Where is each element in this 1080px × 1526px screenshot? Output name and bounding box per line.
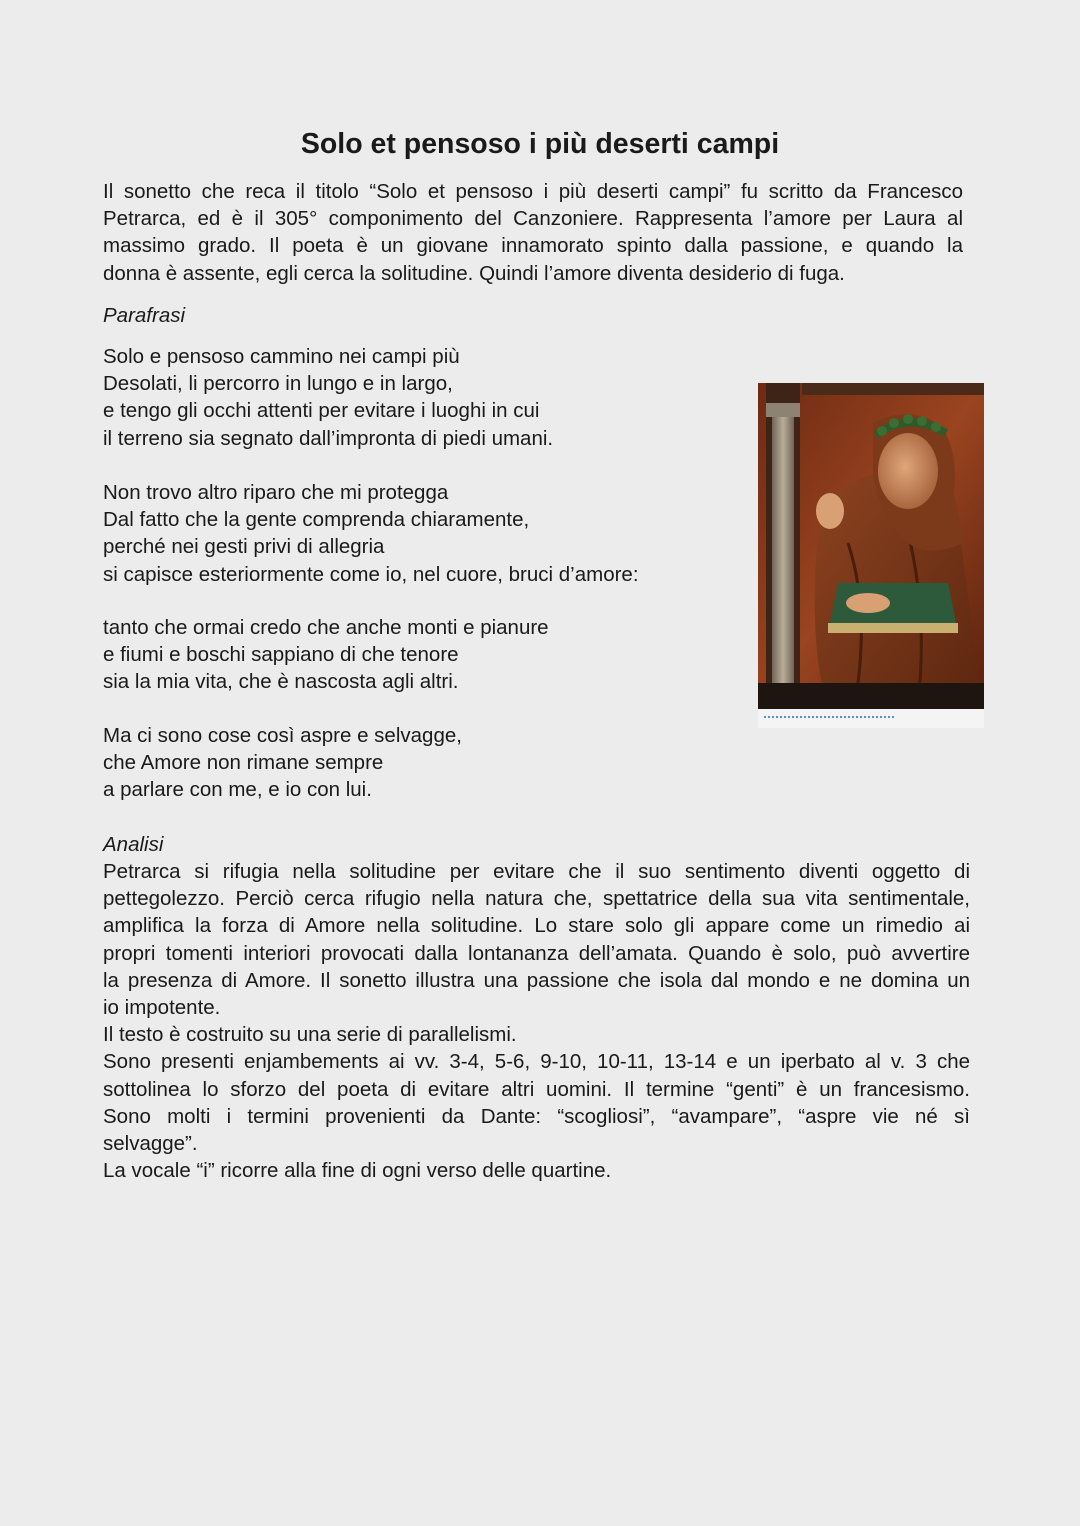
analysis-line: Sono molti i termini provenienti da Dante: “scogliosi”, “avampare”, “aspre vie né sì [103,1104,970,1128]
analysis-line: Sono presenti enjambements ai vv. 3-4, 5-6, 9-10, 10-11, 13-14 e un iperbato al v. 3 che [103,1050,970,1074]
petrarca-portrait [758,383,984,728]
analisi-heading: Analisi [103,833,164,856]
analysis-line: propri tomenti interiori provocati dalla lontananza dell’amata. Quando è solo, può avvertire [103,941,970,965]
analysis-line: selvagge”. [103,1132,198,1156]
analysis-paragraph [103,858,970,1184]
analysis-line: la presenza di Amore. Il sonetto illustra una passione che isola dal mondo e ne domina un [103,968,970,992]
stanza-2 [103,479,639,588]
analysis-line: sottolinea lo sforzo del poeta di evitare altri uomini. Il termine “genti” è un francesismo. [103,1077,970,1101]
caption-link[interactable] [764,716,894,718]
verse-line: Dal fatto che la gente comprenda chiaramente, [103,508,530,532]
verse-line: che Amore non rimane sempre [103,751,384,775]
analysis-line: Petrarca si rifugia nella solitudine per evitare che il suo sentimento diventi oggetto di [103,860,970,883]
intro-line: massimo grado. Il poeta è un giovane innamorato spinto dalla passione, e quando la [103,234,963,258]
intro-line: Il sonetto che reca il titolo “Solo et pensoso i più deserti campi” fu scritto da Francesco [103,180,963,203]
analysis-line: La vocale “i” ricorre alla fine di ogni verso delle quartine. [103,1159,612,1183]
verse-line: il terreno sia segnato dall’impronta di piedi umani. [103,426,554,450]
stanza-3 [103,614,549,696]
verse-line: Ma ci sono cose così aspre e selvagge, [103,724,462,747]
intro-paragraph [103,178,963,287]
analysis-line: amplifica la forza di Amore nella solitudine. Lo stare solo gli appare come un rimedio ai [103,914,970,938]
analysis-line: io impotente. [103,996,221,1020]
stanza-1 [103,343,553,452]
verse-line: e fiumi e boschi sappiano di che tenore [103,643,459,667]
verse-line: Desolati, li percorro in lungo e in largo, [103,372,453,396]
verse-line: sia la mia vita, che è nascosta agli altri. [103,670,459,694]
analysis-line: pettegolezzo. Perciò cerca rifugio nella natura che, spettatrice della sua vita sentimentale, [103,887,970,911]
verse-line: Solo e pensoso cammino nei campi più [103,345,460,368]
stanza-4 [103,722,462,804]
intro-line: donna è assente, egli cerca la solitudine. Quindi l’amore diventa desiderio di fuga. [103,261,845,285]
analysis-line: Il testo è costruito su una serie di parallelismi. [103,1023,517,1047]
verse-line: tanto che ormai credo che anche monti e pianure [103,616,549,639]
verse-line: Non trovo altro riparo che mi protegga [103,481,449,504]
verse-line: si capisce esteriormente come io, nel cuore, bruci d’amore: [103,562,639,586]
page-title: Solo et pensoso i più deserti campi [300,128,780,160]
portrait-image [758,383,984,709]
verse-line: e tengo gli occhi attenti per evitare i luoghi in cui [103,399,540,423]
intro-line: Petrarca, ed è il 305° componimento del Canzoniere. Rappresenta l’amore per Laura al [103,207,963,231]
verse-line: a parlare con me, e io con lui. [103,778,372,802]
parafrasi-heading: Parafrasi [103,304,186,327]
verse-line: perché nei gesti privi di allegria [103,535,385,559]
